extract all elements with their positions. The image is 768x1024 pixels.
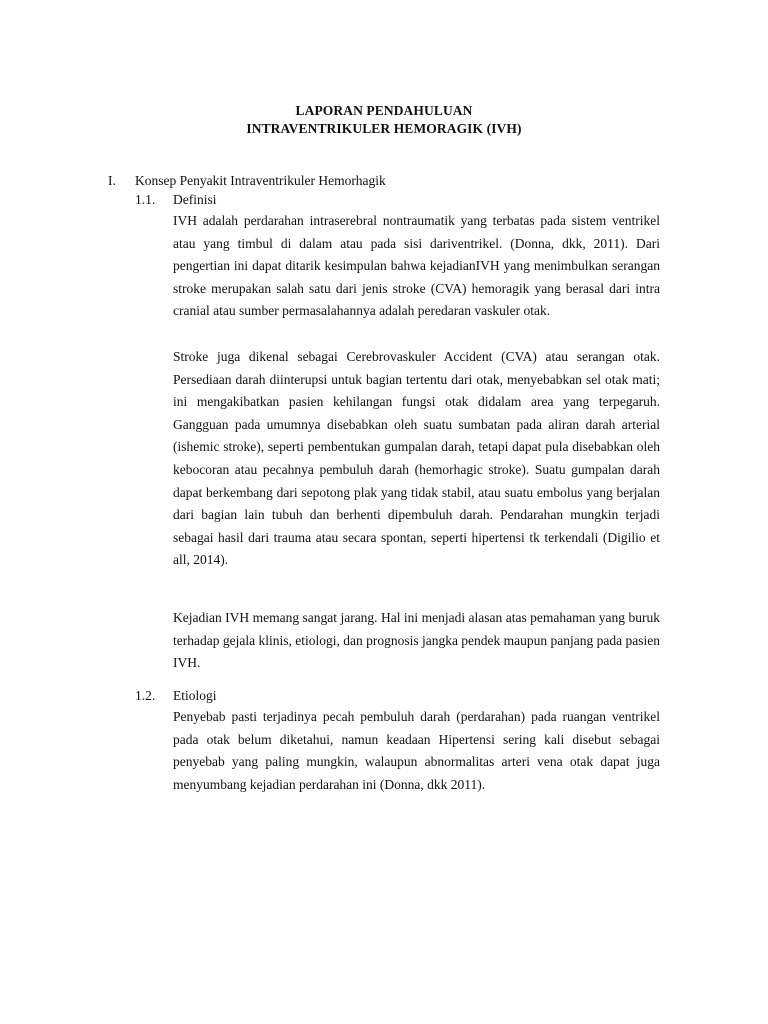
section-heading: Konsep Penyakit Intraventrikuler Hemorhagik [135,173,386,188]
document-title-line-1: LAPORAN PENDAHULUAN [295,103,473,118]
subsection-heading-definisi: Definisi [173,192,217,207]
paragraph-etiologi-1: Penyebab pasti terjadinya pecah pembuluh darah (perdarahan) pada ruangan ventrikel pada otak belum diketahui, namun keadaan Hipertensi sering kali disebut sebagai penyebab yang paling mungkin, walaupun abnormalitas arteri vena otak dapat juga menyumbang kejadian perdarahan ini (Donna, dkk 2011). [173,709,660,792]
document-title-line-2: INTRAVENTRIKULER HEMORAGIK (IVH) [246,121,522,136]
paragraph-definisi-1: IVH adalah perdarahan intraserebral nontraumatik yang terbatas pada sistem ventrikel atau yang timbul di dalam atau pada sisi dariventrikel. (Donna, dkk, 2011). Dari pengertian ini dapat ditarik kesimpulan bahwa kejadianIVH yang menimbulkan serangan stroke merupakan salah satu dari jenis stroke (CVA) hemoragik yang berasal dari intra cranial atau sumber permasalahannya adalah peredaran vaskuler otak. [173,213,660,319]
paragraph-definisi-2: Stroke juga dikenal sebagai Cerebrovaskuler Accident (CVA) atau serangan otak. Persediaan darah diinterupsi untuk bagian tertentu dari otak, menyebabkan sel otak mati; ini mengakibatkan pasien kehilangan fungsi otak didalam area yang terpegaruh. Gangguan pada umumnya disebabkan oleh suatu sumbatan pada aliran darah arterial (ishemic stroke), seperti pembentukan gumpalan darah, tetapi dapat pula disebabkan oleh kebocoran atau pecahnya pembuluh darah (hemorhagic stroke). Suatu gumpalan darah dapat berkembang dari sepotong plak yang tidak stabil, atau suatu embolus yang berjalan dari bagian lain tubuh dan berhenti dipembuluh darah. Pendarahan mungkin terjadi sebagai hasil dari trauma atau secara spontan, seperti hipertensi tk terkendali (Digilio et all, 2014). [173,349,660,568]
subsection-number-definisi: 1.1. [135,192,156,207]
subsection-number-etiologi: 1.2. [135,688,156,703]
paragraph-definisi-3: Kejadian IVH memang sangat jarang. Hal ini menjadi alasan atas pemahaman yang buruk terhadap gejala klinis, etiologi, dan prognosis jangka pendek maupun panjang pada pasien IVH. [173,610,660,671]
section-number: I. [108,173,116,188]
subsection-heading-etiologi: Etiologi [173,688,217,703]
